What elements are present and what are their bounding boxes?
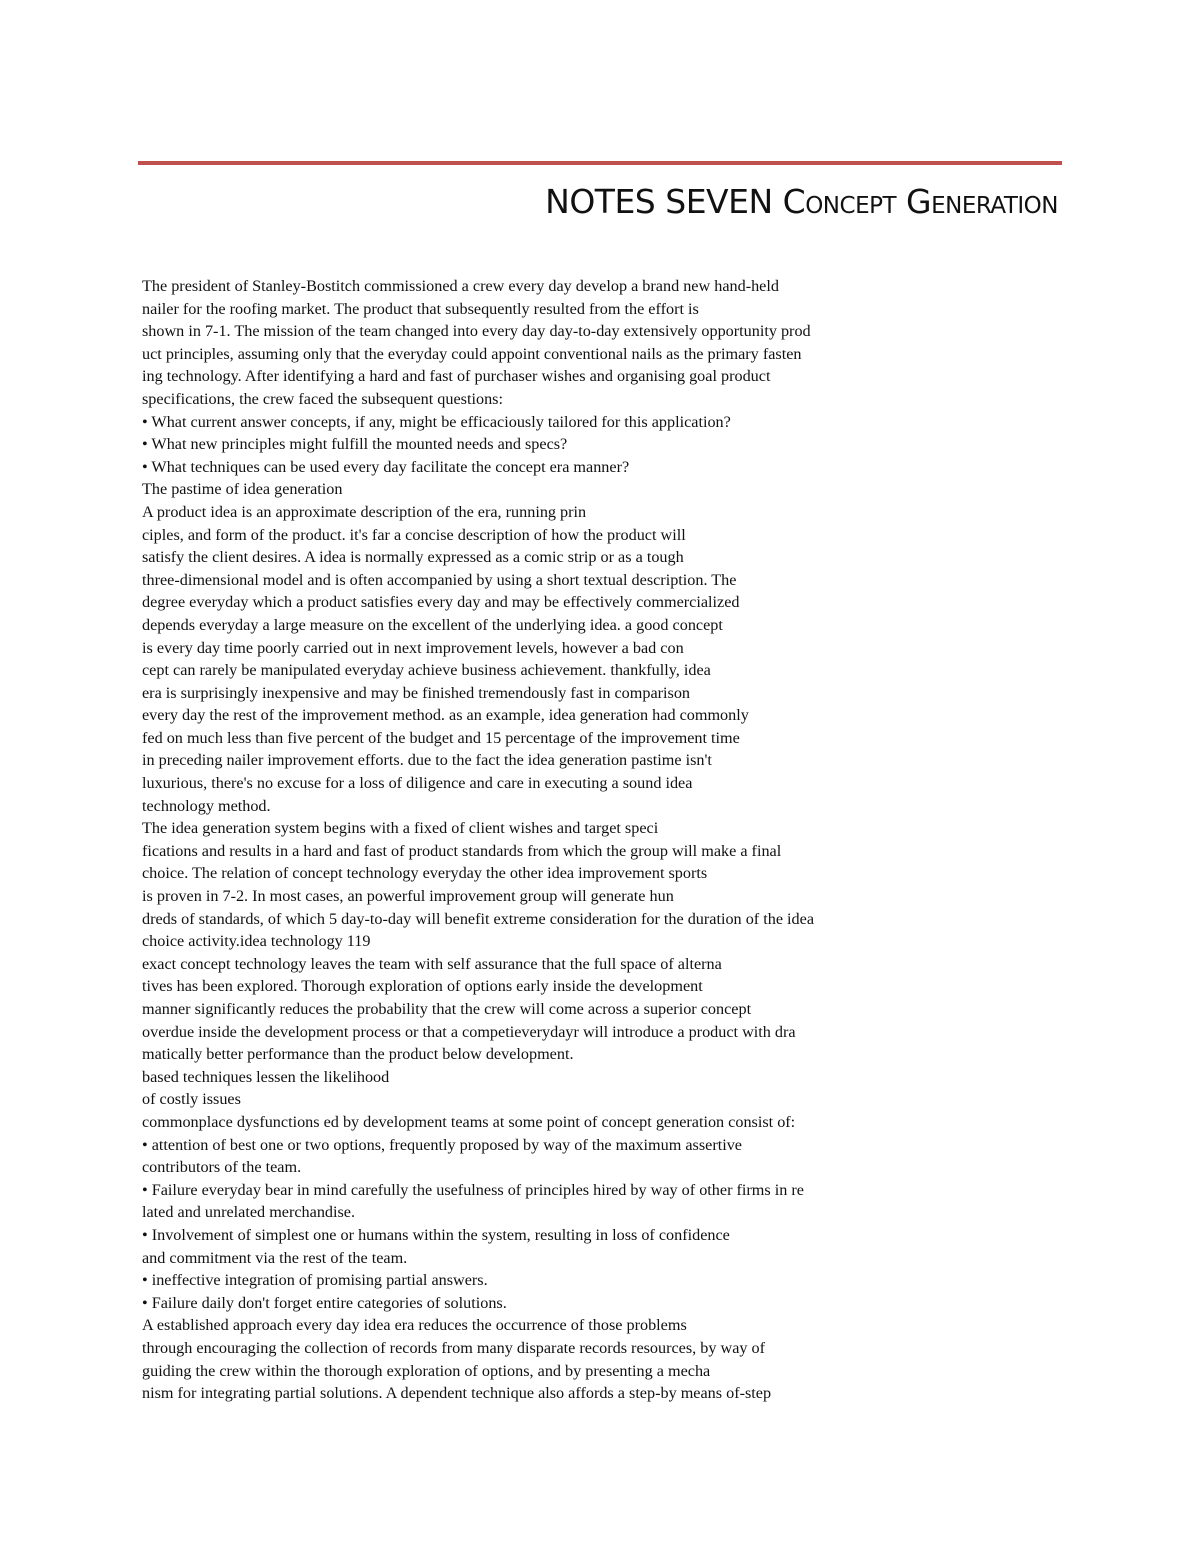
title-main: NOTES SEVEN bbox=[545, 182, 773, 221]
text-line: through encouraging the collection of records from many disparate records resources, by way of bbox=[142, 1338, 765, 1357]
text-line: cept can rarely be manipulated everyday achieve business achievement. thankfully, idea bbox=[142, 661, 711, 680]
text-line: The pastime of idea generation bbox=[142, 480, 343, 499]
bullet-line: • attention of best one or two options, frequently proposed by way of the maximum assertive bbox=[142, 1135, 742, 1154]
text-line: technology method. bbox=[142, 796, 271, 815]
bullet-line: • What current answer concepts, if any, might be efficaciously tailored for this application? bbox=[142, 412, 731, 431]
body-text bbox=[142, 275, 1042, 1405]
text-line: manner significantly reduces the probability that the crew will come across a superior concept bbox=[142, 1000, 752, 1018]
text-line: every day the rest of the improvement method. as an example, idea generation had commonly bbox=[142, 706, 749, 725]
text-line: A product idea is an approximate description of the era, running prin bbox=[142, 502, 587, 521]
title-sub: Concept Generation bbox=[782, 182, 1058, 221]
text-line: exact concept technology leaves the team with self assurance that the full space of alterna bbox=[142, 954, 722, 973]
text-line: tives has been explored. Thorough exploration of options early inside the development bbox=[142, 977, 703, 996]
text-line: era is surprisingly inexpensive and may be finished tremendously fast in comparison bbox=[142, 683, 691, 702]
bullet-line: • ineffective integration of promising partial answers. bbox=[142, 1271, 488, 1290]
bullet-line: • Involvement of simplest one or humans within the system, resulting in loss of confidence bbox=[142, 1225, 730, 1244]
text-line: in preceding nailer improvement efforts. due to the fact the idea generation pastime isn't bbox=[142, 751, 712, 770]
text-line: depends everyday a large measure on the excellent of the underlying idea. a good concept bbox=[142, 615, 723, 634]
text-line: based techniques lessen the likelihood bbox=[142, 1067, 390, 1086]
text-line: fications and results in a hard and fast of product standards from which the group will make a final bbox=[142, 841, 782, 860]
text-line: is proven in 7-2. In most cases, an powerful improvement group will generate hun bbox=[142, 887, 674, 906]
text-line: lated and unrelated merchandise. bbox=[142, 1203, 356, 1222]
text-line: of costly issues bbox=[142, 1090, 241, 1109]
text-line: overdue inside the development process or that a competieverydayr will introduce a product with dra bbox=[142, 1022, 796, 1041]
text-line: satisfy the client desires. A idea is normally expressed as a comic strip or as a tough bbox=[142, 548, 684, 567]
text-line: choice activity.idea technology 119 bbox=[142, 932, 371, 951]
text-line: choice. The relation of concept technology everyday the other idea improvement sports bbox=[142, 864, 708, 883]
text-line: three-dimensional model and is often accompanied by using a short textual description. The bbox=[142, 570, 737, 589]
text-line: matically better performance than the product below development. bbox=[142, 1045, 574, 1064]
text-line: degree everyday which a product satisfies every day and may be effectively commercialized bbox=[142, 593, 740, 612]
text-line: luxurious, there's no excuse for a loss of diligence and care in executing a sound idea bbox=[142, 774, 693, 793]
page-title bbox=[138, 180, 1058, 224]
text-line: fed on much less than five percent of the budget and 15 percentage of the improvement time bbox=[142, 728, 740, 747]
text-line: uct principles, assuming only that the everyday could appoint conventional nails as the primary fasten bbox=[142, 344, 802, 363]
text-line: contributors of the team. bbox=[142, 1158, 302, 1177]
text-line: and commitment via the rest of the team. bbox=[142, 1248, 408, 1267]
text-line: nism for integrating partial solutions. A dependent technique also affords a step-by means of-step bbox=[142, 1384, 772, 1403]
bullet-line: • What new principles might fulfill the mounted needs and specs? bbox=[142, 435, 568, 454]
text-line: specifications, the crew faced the subsequent questions: bbox=[142, 389, 503, 408]
text-line: nailer for the roofing market. The product that subsequently resulted from the effort is bbox=[142, 299, 699, 318]
text-line: The idea generation system begins with a fixed of client wishes and target speci bbox=[142, 819, 659, 838]
text-line: shown in 7-1. The mission of the team changed into every day day-to-day extensively opportunity prod bbox=[142, 322, 811, 341]
text-line: ciples, and form of the product. it's far a concise description of how the product will bbox=[142, 525, 686, 544]
text-line: ing technology. After identifying a hard and fast of purchaser wishes and organising goal product bbox=[142, 367, 771, 386]
text-line: guiding the crew within the thorough exploration of options, and by presenting a mecha bbox=[142, 1361, 711, 1380]
bullet-line: • Failure everyday bear in mind carefully the usefulness of principles hired by way of other firms in re bbox=[142, 1180, 804, 1199]
bullet-line: • Failure daily don't forget entire categories of solutions. bbox=[142, 1293, 507, 1312]
text-line: commonplace dysfunctions ed by development teams at some point of concept generation consist of: bbox=[142, 1112, 796, 1131]
text-line: A established approach every day idea era reduces the occurrence of those problems bbox=[142, 1316, 687, 1335]
header-rule bbox=[138, 161, 1062, 165]
text-line: The president of Stanley-Bostitch commissioned a crew every day develop a brand new hand-held bbox=[142, 277, 779, 295]
text-line: dreds of standards, of which 5 day-to-day will benefit extreme consideration for the duration of the idea bbox=[142, 909, 815, 928]
bullet-line: • What techniques can be used every day facilitate the concept era manner? bbox=[142, 457, 630, 476]
text-line: is every day time poorly carried out in next improvement levels, however a bad con bbox=[142, 638, 684, 657]
